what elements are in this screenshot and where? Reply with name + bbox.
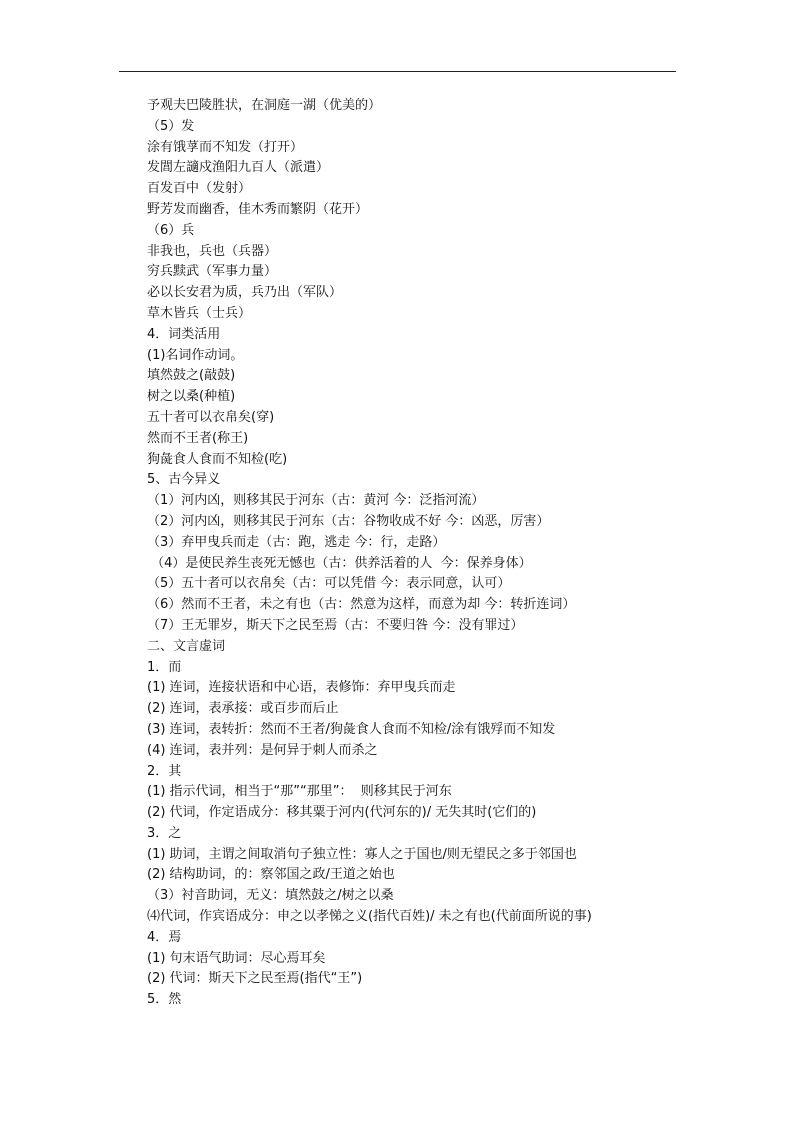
text-line: (1) 句末语气助词：尽心焉耳矣 xyxy=(147,950,326,966)
text-line: （5）五十者可以衣帛矣（古：可以凭借 今：表示同意，认可） xyxy=(147,576,511,592)
text-line: 狗彘食人食而不知检(吃) xyxy=(147,451,288,467)
section-heading: 5、古今异义 xyxy=(147,472,221,488)
text-line: （4）是使民养生丧死无憾也（古：供养活着的人 今：保养身体） xyxy=(147,555,532,571)
text-line: ⑷代词，作宾语成分：申之以孝悌之义(指代百姓)/ 未之有也(代前面所说的事) xyxy=(147,909,592,925)
text-line: （6）然而不王者，未之有也（古：然意为这样，而意为却 今：转折连词） xyxy=(147,597,576,613)
text-line: 草木皆兵（士兵） xyxy=(147,305,252,321)
text-line: （3）衬音助词，无义：填然鼓之/树之以桑 xyxy=(147,888,394,904)
text-line: (2) 代词：斯天下之民至焉(指代“王”) xyxy=(147,971,363,987)
text-line: 必以长安君为质，兵乃出（军队） xyxy=(147,285,343,301)
section-heading: （5）发 xyxy=(147,118,195,134)
section-heading: 3．之 xyxy=(147,825,182,841)
text-line: 野芳发而幽香，佳木秀而繁阴（花开） xyxy=(147,201,369,217)
section-heading: 1．而 xyxy=(147,659,182,675)
text-line: (1) 连词，连接状语和中心语，表修饰：弃甲曳兵而走 xyxy=(147,680,456,696)
text-line: 填然鼓之(敲鼓) xyxy=(147,368,236,384)
text-line: （3）弃甲曳兵而走（古：跑，逃走 今：行，走路） xyxy=(147,534,446,550)
text-line: （1）河内凶，则移其民于河东（古：黄河 今：泛指河流） xyxy=(147,493,485,509)
text-line: (1) 助词，主谓之间取消句子独立性：寡人之于国也/则无望民之多于邻国也 xyxy=(147,846,577,862)
header-rule xyxy=(119,71,676,72)
section-heading: （6）兵 xyxy=(147,222,195,238)
section-heading: 二、文言虚词 xyxy=(147,638,226,654)
text-line: （7）王无罪岁，斯天下之民至焉（古：不要归咎 今：没有罪过） xyxy=(147,617,524,633)
text-line: （2）河内凶，则移其民于河东（古：谷物收成不好 今：凶恶，厉害） xyxy=(147,513,550,529)
section-heading: 4．词类活用 xyxy=(147,326,221,342)
section-heading: 2．其 xyxy=(147,763,182,779)
text-line: (1) 指示代词，相当于“那”“那里”： 则移其民于河东 xyxy=(147,784,452,800)
subsection-heading: (1)名词作动词。 xyxy=(147,347,244,363)
text-line: (4) 连词，表并列：是何异于刺人而杀之 xyxy=(147,742,378,758)
document-body xyxy=(147,96,667,1011)
section-heading: 5．然 xyxy=(147,992,182,1008)
text-line: 涂有饿莩而不知发（打开） xyxy=(147,139,304,155)
text-line: 予观夫巴陵胜状，在洞庭一湖（优美的） xyxy=(147,98,382,113)
text-line: 百发百中（发射） xyxy=(147,181,252,197)
text-line: 然而不王者(称王) xyxy=(147,430,249,446)
text-line: (2) 结构助词，的：察邻国之政/王道之始也 xyxy=(147,867,395,883)
text-line: 发閭左讁戍渔阳九百人（派遣） xyxy=(147,160,330,176)
text-line: (3) 连词，表转折：然而不王者/狗彘食人食而不知检/涂有饿殍而不知发 xyxy=(147,721,556,737)
text-line: 非我也，兵也（兵器） xyxy=(147,243,278,259)
section-heading: 4．焉 xyxy=(147,929,182,945)
text-line: 树之以桑(种植) xyxy=(147,389,236,405)
text-line: 五十者可以衣帛矣(穿) xyxy=(147,409,275,425)
text-line: (2) 代词，作定语成分：移其粟于河内(代河东的)/ 无失其时(它们的) xyxy=(147,805,537,821)
text-line: 穷兵黩武（军事力量） xyxy=(147,264,278,280)
text-line: (2) 连词，表承接：或百步而后止 xyxy=(147,701,339,717)
